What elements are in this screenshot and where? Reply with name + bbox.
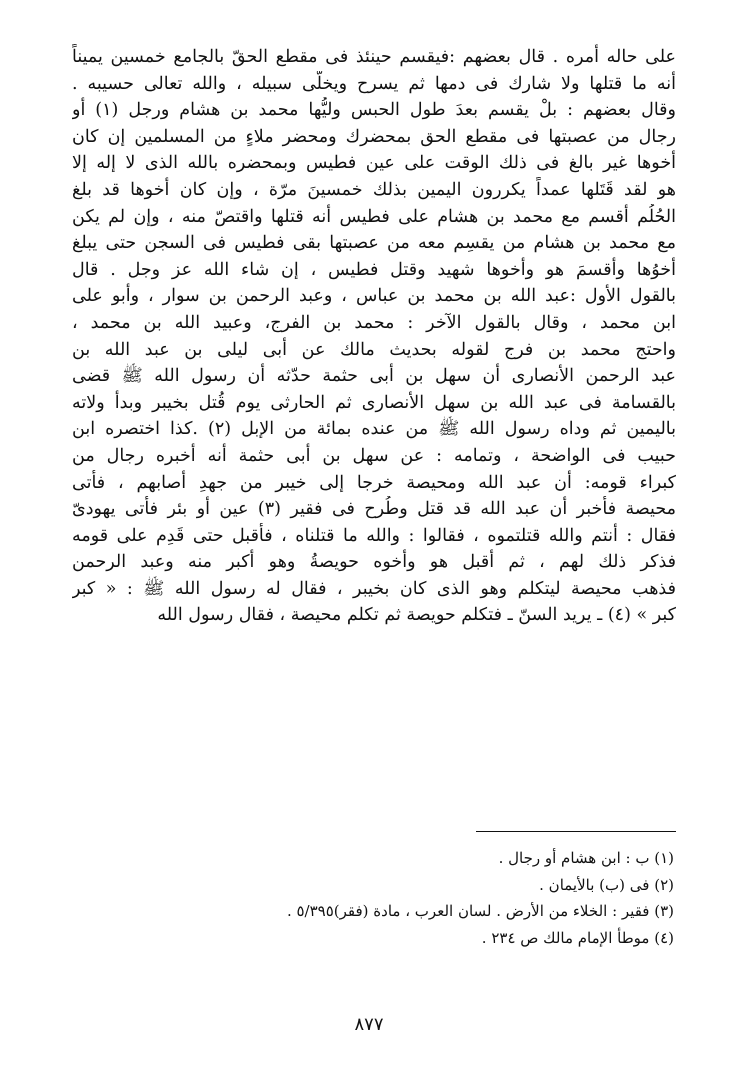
text-line: بالقول الأول :عبد الله بن محمد بن عباس ، وعبد الرحمن بن سوار ، وأبو على [72,286,676,307]
text-line: باليمين ثم وداه رسول الله ﷺ من عنده بمائة من الإبل (٢) .كذا اختصره ابن [72,419,676,440]
text-line: واحتج محمد بن فرج لقوله بحديث مالك عن أبى ليلى بن عبد الله بن [72,339,676,360]
text-line: على حاله أُمره . قال بعضهم :فيقسم حينئذ فى مقطع الحقّ بالجامع خمسين يميناً [72,47,676,67]
text-line: فذكر ذلك لهم ، ثم أقبل هو وأخوه حويصةُ وهو أكبر منه وعبد الرحمن [72,552,676,573]
text-line: أنه ما قتلها ولا شارك فى دمها ثم يسرح ويخلّى سبيله ، والله تعالى حسيبه . [72,73,676,94]
main-text-block [72,44,676,629]
text-line: رجال من عصبتها فى مقطع الحق بمحضرك ومحضر ملاءٍ من المسلمين إن كان [72,126,676,147]
text-line: ابن محمد ، وقال بالقول الآخر : محمد بن الفرج، وعبيد الله بن محمد ، [72,312,676,333]
footnote: (٣) فقير : الخلاء من الأرض . لسان العرب ، مادة (فقر)٥/٣٩٥ . [286,902,674,920]
text-line: محيصة فأخبر أن عبد الله قد قتل وطُرح فى فقير (٣) عين أو بئر فأتى يهودىّ [72,499,676,520]
footnotes-block [72,845,674,951]
text-line: فذهب محيصة ليتكلم وهو الذى كان بخيبر ، فقال له رسول الله ﷺ : « كبر [72,578,676,599]
text-line: فقال : أنتم والله قتلتموه ، فقالوا : والله ما قتلناه ، فأقبل حتى قَدِم على قومه [72,525,676,546]
text-line: هو لقد قَتَلها عمداً يكررون اليمين بذلك خمسينَ مرّة ، وإن كان أخوها قد بلغ [72,179,676,200]
text-line: كبراء قومه: أن عبد الله ومحيصة خرجا إلى خيبر من جهدِ أصابهم ، فأتى [72,472,676,493]
text-line: مع محمد بن هشام من يقسِم معه من عصبتها بقى فطيس فى السجن حتى يبلغ [72,233,676,254]
page-number: ٨٧٧ [354,1014,384,1035]
text-line: أخوها غير بالغ فى ذلك الوقت على عين فطيس وبمحضره بالله الذى لا إله إلا [72,153,676,174]
text-line: عبد الرحمن الأنصارى أن سهل بن أبى حثمة حدّثه أن رسول الله ﷺ قضى [72,366,676,387]
text-line: بالقسامة فى عبد الله بن سهل الأنصارى ثم الحارثى يوم قُتل بخيبر وبدأ ولاته [72,392,676,413]
text-line: حبيب فى الواضحة ، وتمامه : عن سهل بن أبى حثمة أنه أخبره رجال من [72,445,676,466]
footnote: (٢) فى (ب) بالأيمان . [539,875,674,894]
footnote: (٤) موطأ الإمام مالك ص ٢٣٤ . [481,928,674,947]
text-line: أخوُها وأقسمَ هو وأخوها شهيد وقتل فطيس ، إن شاء الله عز وجل . قال [72,259,676,280]
footnote-divider [476,831,676,832]
text-line: كبر » (٤) ـ يريد السنّ ـ فتكلم حويصة ثم تكلم محيصة ، فقال رسول الله [157,605,676,626]
text-line: وقال بعضهم : بلْ يقسم بعدَ طول الحبس وليُّها محمد بن هشام ورجل (١) أو [72,100,676,121]
text-line: الحُلُم أقسم مع محمد بن هشام على فطيس أنه قتلها واقتصّ منه ، وإن لم يكن [72,206,676,227]
footnote: (١) ب : ابن هشام أو رجال . [498,849,674,867]
